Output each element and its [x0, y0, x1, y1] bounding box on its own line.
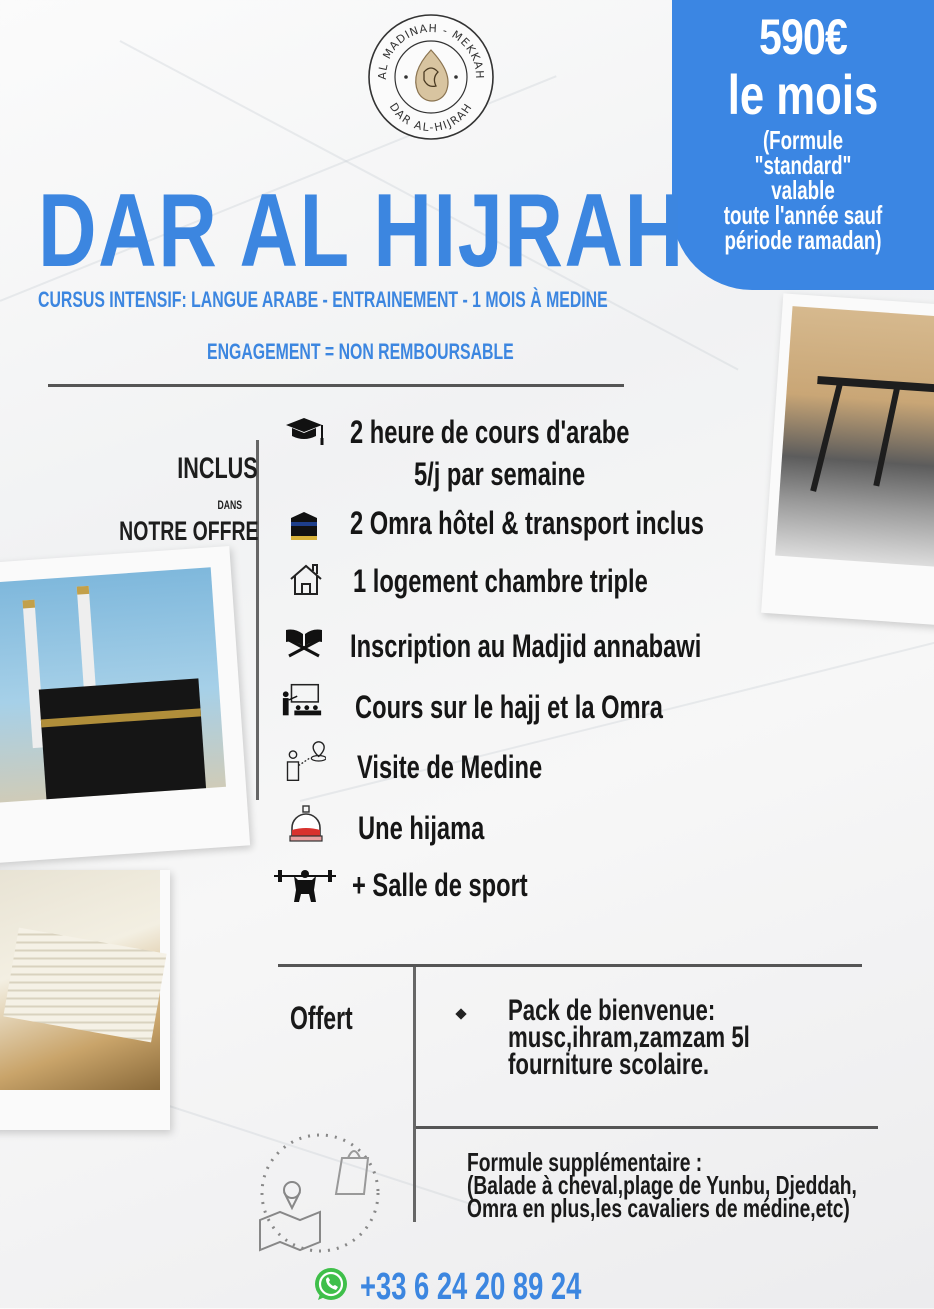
divider — [278, 964, 862, 967]
feature-hijama: Une hijama — [358, 810, 485, 846]
gym-photo — [761, 293, 934, 626]
included-label: INCLUS — [177, 452, 258, 485]
quran-stand-icon — [282, 626, 326, 660]
visit-location-icon — [282, 738, 326, 784]
feature-housing: 1 logement chambre triple — [353, 563, 648, 599]
bullet-icon — [455, 1008, 466, 1019]
extra-formula: Formule supplémentaire : (Balade à cheval,plage de Yunbu, Djeddah, Omra en plus,les cavaliers de médine,etc) — [467, 1147, 857, 1223]
engagement-notice: ENGAGEMENT = NON REMBOURSABLE — [207, 339, 514, 364]
graduation-cap-icon — [282, 414, 326, 448]
offered-label: Offert — [290, 1000, 353, 1036]
feature-masjid-registration: Inscription au Madjid annabawi — [350, 628, 702, 664]
dar-al-hijrah-logo — [366, 12, 496, 142]
divider — [416, 1126, 878, 1129]
feature-arabic-courses: 2 heure de cours d'arabe — [350, 414, 630, 450]
feature-arabic-courses-frequency: 5/j par semaine — [414, 456, 586, 492]
welcome-pack: Pack de bienvenue: musc,ihram,zamzam 5l fourniture scolaire. — [508, 994, 750, 1081]
contact-whatsapp[interactable] — [312, 1266, 667, 1309]
page-title: DAR AL HIJRAH — [38, 173, 685, 289]
price-period: le mois — [727, 63, 879, 126]
feature-medina-visit: Visite de Medine — [357, 749, 543, 785]
kaaba-photo — [0, 546, 250, 864]
hijama-cup-icon — [284, 804, 328, 844]
feature-gym: + Salle de sport — [352, 867, 528, 903]
svg-text:DAR AL-HIJRAH: DAR AL-HIJRAH — [386, 100, 476, 135]
divider — [48, 384, 624, 387]
kaaba-icon — [282, 508, 326, 542]
house-icon — [284, 562, 328, 596]
phone-number[interactable]: +33 6 24 20 89 24 — [360, 1266, 582, 1308]
teacher-class-icon — [280, 683, 324, 717]
feature-omra: 2 Omra hôtel & transport inclus — [350, 505, 704, 541]
price-note: (Formule "standard" valable toute l'année sauf période ramadan) — [723, 125, 883, 255]
svg-text:AL MADINAH - MEKKAH: AL MADINAH - MEKKAH — [375, 21, 487, 80]
feature-hajj-course: Cours sur le hajj et la Omra — [355, 689, 663, 725]
weightlifting-icon — [272, 866, 338, 906]
price-amount: 590€ — [759, 9, 847, 65]
travel-map-icon — [250, 1128, 390, 1258]
quran-photo — [0, 870, 170, 1130]
included-divider — [256, 440, 259, 800]
course-subtitle: CURSUS INTENSIF: LANGUE ARABE - ENTRAINEMENT - 1 MOIS À MEDINE — [38, 287, 608, 312]
price-badge — [672, 0, 934, 290]
offered-divider — [413, 967, 416, 1222]
included-label-sub: NOTRE OFFRE — [118, 516, 258, 546]
whatsapp-icon — [312, 1266, 350, 1309]
included-label-small: DANS — [217, 498, 242, 512]
